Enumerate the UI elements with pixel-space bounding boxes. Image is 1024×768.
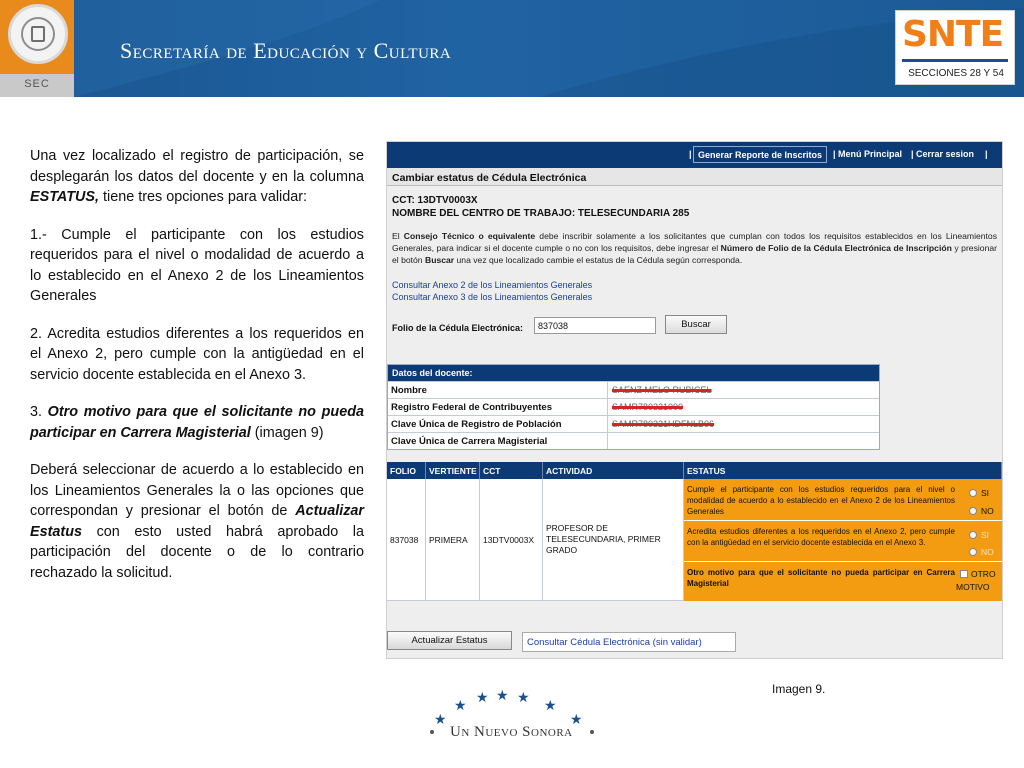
column-header: ACTIVIDAD bbox=[543, 462, 684, 479]
state-seal-icon bbox=[8, 4, 68, 64]
folio-input[interactable]: 837038 bbox=[534, 317, 656, 334]
table-row: Registro Federal de Contribuyentes SAMR780321000 bbox=[388, 398, 879, 415]
paragraph-option-3: 3. Otro motivo para que el solicitante no pueda participar en Carrera Magisterial (imagen 9) bbox=[30, 404, 364, 441]
screen-title: Cambiar estatus de Cédula Electrónica bbox=[392, 172, 587, 184]
cct-info bbox=[392, 194, 689, 220]
nav-separator: | bbox=[689, 149, 692, 159]
radio-no-1[interactable] bbox=[969, 507, 977, 515]
star-icon: ★ bbox=[476, 689, 489, 705]
star-icon: ★ bbox=[517, 689, 530, 705]
star-icon: ★ bbox=[570, 711, 583, 727]
column-header: CCT bbox=[480, 462, 543, 479]
column-header: ESTATUS bbox=[684, 462, 1002, 479]
column-header: VERTIENTE bbox=[426, 462, 480, 479]
app-navbar bbox=[387, 142, 1002, 168]
star-icon: ★ bbox=[544, 697, 557, 713]
image-caption: Imagen 9. bbox=[772, 682, 826, 696]
snte-logo bbox=[895, 10, 1015, 85]
redacted-value: SAMR780321000 bbox=[612, 402, 684, 412]
status-option-3: Otro motivo para que el solicitante no pueda participar en Carrera Magisterial OTRO MOTIVO bbox=[687, 568, 996, 592]
star-icon: ★ bbox=[434, 711, 447, 727]
cell-folio: 837038 bbox=[387, 479, 426, 601]
paragraph-option-1: 1.- Cumple el participante con los estudios requeridos para el nivel o modalidad de acuerdo a lo establecido en el Anexo 2 de los Lineamientos Generales bbox=[30, 226, 364, 304]
cct-code: CCT: 13DTV0003X bbox=[392, 195, 478, 206]
radio-si-1[interactable] bbox=[969, 489, 977, 497]
folio-label: Folio de la Cédula Electrónica: bbox=[392, 323, 524, 333]
footer-brand-text: Un Nuevo Sonora bbox=[450, 724, 573, 740]
snte-logo-text: SNTE bbox=[902, 14, 1004, 55]
table-row: Clave Única de Carrera Magisterial bbox=[388, 432, 879, 449]
screen-instructions: El Consejo Técnico o equivalente debe inscribir solamente a los solicitantes que cumplan con todos los requisitos establecidos en los Lineamientos Generales, para indicar si el docente cumple o no con los requisitos, debe ingresar el Número de Folio de la Cédula Electrónica de Inscripción y presionar el botón Buscar una vez que localizado cambie el estatus de la Cédula según corresponda. bbox=[392, 231, 998, 265]
radio-no-2[interactable] bbox=[969, 548, 977, 556]
screen-title-bar bbox=[387, 168, 1002, 186]
redacted-value: SAENZ MELO RUBICEL bbox=[612, 385, 712, 395]
status-option-2: Acredita estudios diferentes a los requeridos en el Anexo 2, pero cumple con la antigüedad en el servicio docente establecida en el Anexo 3. SI NO bbox=[684, 521, 1002, 562]
paragraph-option-2: 2. Acredita estudios diferentes a los requeridos en el Anexo 2, pero cumple con la antigüedad en el servicio docente establecida en el Anexo 3. bbox=[30, 325, 364, 383]
cell-actividad: PROFESOR DE TELESECUNDARIA, PRIMER GRADO bbox=[543, 479, 684, 601]
nav-separator-end: | bbox=[985, 149, 988, 159]
status-grid bbox=[387, 462, 1002, 602]
cell-vertiente: PRIMERA bbox=[426, 479, 480, 601]
snte-sections: SECCIONES 28 Y 54 bbox=[908, 68, 1004, 79]
checkbox-otro-motivo[interactable] bbox=[960, 570, 968, 578]
redacted-value: SAMR780321HDFNLB06 bbox=[612, 419, 715, 429]
generate-report-button[interactable]: Generar Reporte de Inscritos bbox=[693, 146, 827, 163]
sec-label: SEC bbox=[24, 78, 50, 90]
table-row: Clave Única de Registro de Población SAMR780321HDFNLB06 bbox=[388, 415, 879, 432]
app-screenshot bbox=[386, 141, 1003, 659]
status-option-1: Cumple el participante con los estudios requeridos para el nivel o modalidad de acuerdo a lo establecido en el Anexo 2 de los Lineamientos Generales SI NO bbox=[684, 479, 1002, 521]
instructions-text bbox=[30, 146, 364, 600]
table-row: Nombre SAENZ MELO RUBICEL bbox=[388, 381, 879, 398]
link-anexo-3[interactable]: Consultar Anexo 3 de los Lineamientos Generales bbox=[392, 292, 593, 302]
header-bar bbox=[0, 0, 1024, 97]
centro-nombre: NOMBRE DEL CENTRO DE TRABAJO: TELESECUNDARIA 285 bbox=[392, 208, 690, 219]
page-title: Secretaría de Educación y Cultura bbox=[120, 38, 452, 63]
teacher-data-header: Datos del docente: bbox=[388, 365, 879, 381]
status-options bbox=[684, 479, 1002, 601]
teacher-data-table bbox=[387, 364, 880, 450]
consult-cedula-button[interactable]: Consultar Cédula Electrónica (sin validar) bbox=[522, 632, 736, 652]
paragraph-closing: Deberá seleccionar de acuerdo a lo establecido en los Lineamientos Generales la o las opciones que correspondan y presionar el botón de Actualizar Estatus con esto usted habrá aprobado la participación del docente o de lo contrario rechazado la solicitud. bbox=[30, 462, 364, 581]
snte-logo-rule bbox=[902, 59, 1008, 62]
search-button[interactable]: Buscar bbox=[665, 315, 727, 334]
paragraph-intro: Una vez localizado el registro de participación, se desplegarán los datos del docente y en la columna ESTATUS, tiene tres opciones para validar: bbox=[30, 148, 364, 205]
star-icon: ★ bbox=[496, 687, 509, 703]
cell-cct: 13DTV0003X bbox=[480, 479, 543, 601]
column-header: FOLIO bbox=[387, 462, 426, 479]
footer-dot bbox=[430, 730, 434, 734]
main-menu-link[interactable]: | Menú Principal bbox=[833, 149, 903, 159]
footer-dot bbox=[590, 730, 594, 734]
link-anexo-2[interactable]: Consultar Anexo 2 de los Lineamientos Generales bbox=[392, 280, 593, 290]
update-status-button[interactable]: Actualizar Estatus bbox=[387, 631, 512, 650]
star-icon: ★ bbox=[454, 697, 467, 713]
footer-logo bbox=[420, 688, 600, 748]
header-left-label-panel bbox=[0, 74, 74, 97]
radio-si-2[interactable] bbox=[969, 531, 977, 539]
logout-link[interactable]: | Cerrar sesion bbox=[911, 149, 975, 159]
